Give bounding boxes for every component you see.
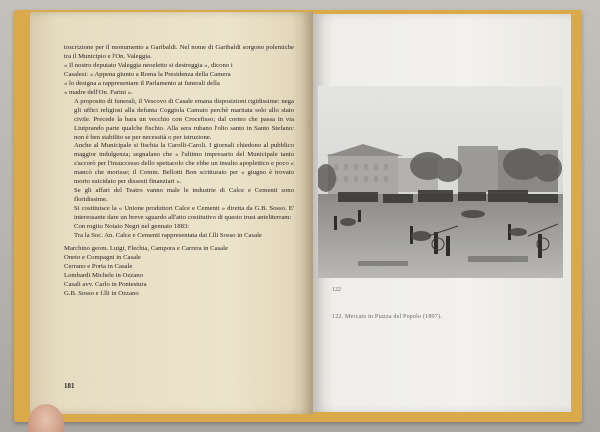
text-paragraph-5: Si costituisce la « Unione produttori Calce e Cementi » diretta da G.B. Sosso. E' interessante dare un breve sguardo all'atto costitutivo di questo trust anteliterram: bbox=[74, 205, 294, 222]
text-line-2: « Il nostro deputato Valeggia neoeletto si destreggia », dicono i bbox=[64, 61, 233, 69]
photo-caption: 122. Mercato in Piazza del Popolo (1897). bbox=[332, 314, 442, 320]
text-paragraph-2: A proposito di funerali, il Vescovo di Casale emana disposizioni rigidissime: nega gli uffici religiosi alla defunta Coggiola Camuto perchè maritata solo allo stato civile. Precede la bara un vecchio con Crocefisso; dal corteo che passa in via Liutprando parte qualche fischio. Alla sera rubano l'olio santo in Santo Stefano: non è ben stabilito se per necessità o per istruzione. bbox=[74, 97, 294, 141]
text-paragraph-3: Anche al Municipale si fischia la Carolli-Caroli. I giornali chiedono al pubblico maggior indulgenza; segnalano che « l'ultimo impresario del Municipale tanto s'accorò per l'insuccesso dello spettacolo che ebbe un insulto apoplettico e poco « mancò che morisse; il Comm. Bellotti Bon scritturato per « giugno è trovato morto suicidato per dissesti finanziari ». bbox=[74, 142, 294, 186]
list-item-sosso: G.B. Sosso e f.lli in Ozzano bbox=[64, 289, 139, 297]
text-line-3: Casalesi: « Appena giunto a Roma la Presidenza della Camera bbox=[64, 70, 231, 78]
market-photo bbox=[318, 86, 563, 278]
list-item-oneto: Oneto e Compagni in Casale bbox=[64, 253, 141, 261]
list-item-lombardi: Lombardi Michele in Ozzano bbox=[64, 271, 143, 279]
page-number: 181 bbox=[64, 382, 75, 390]
market-photo-image bbox=[318, 86, 563, 278]
text-paragraph-4: Se gli affari del Teatro vanno male le industrie di Calce e Cementi sono floridissime. bbox=[74, 187, 294, 204]
left-page-text bbox=[64, 44, 294, 299]
text-line-soc: Tra la Soc. An. Calce e Cementi rappresentata dai f.lli Sosso in Casale bbox=[74, 232, 262, 240]
list-item-marchino: Marchino geom. Luigi, Flechia, Campora e Carrera in Casale bbox=[64, 244, 228, 252]
text-line-rogito: Con rogito Notaio Negri nel gennaio 1883: bbox=[74, 223, 190, 231]
list-item-cerrano: Cerrano e Porta in Casale bbox=[64, 262, 133, 270]
text-line-4: « lo designa a rappresentare il Parlamento ai funerali della bbox=[64, 79, 220, 87]
list-item-casali: Casali avv. Carlo in Pontestura bbox=[64, 280, 147, 288]
photo-number: 122 bbox=[332, 287, 341, 293]
text-paragraph-1: toscrizione per il monumento a Garibaldi. Nel nome di Garibaldi sorgono polemiche tra il Municipio e l'On. Valeggia. bbox=[64, 44, 294, 60]
text-line-5: « madre dell'On. Farini ». bbox=[64, 88, 133, 96]
